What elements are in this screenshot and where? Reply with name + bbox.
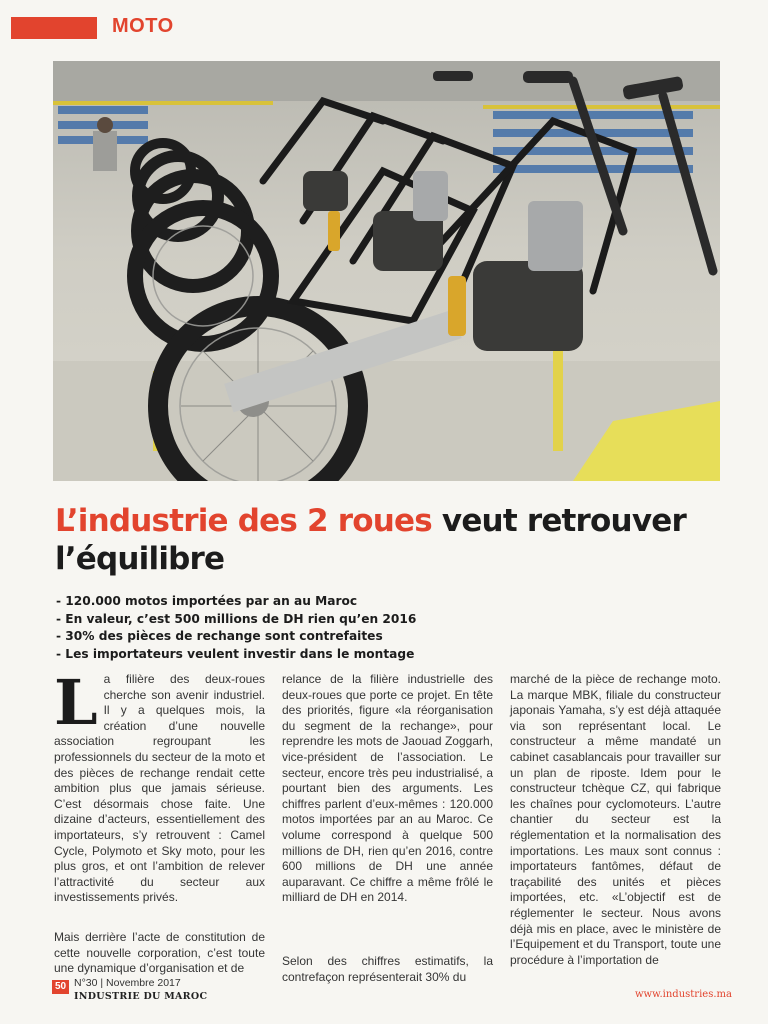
article-paragraph: Selon des chiffres estimatifs, la contrefaçon représenterait 30% du <box>282 953 493 984</box>
key-fact: - Les importateurs veulent investir dans le montage <box>56 646 415 661</box>
article-column-1 <box>54 666 265 977</box>
headline-rest: veut retrouver l’équilibre <box>55 503 686 577</box>
key-facts-list <box>56 593 456 663</box>
article-paragraph: Mais derrière l’acte de constitution de cette nouvelle corporation, c’est toute une dynamique d’organisation et de <box>54 929 265 976</box>
key-fact: - En valeur, c’est 500 millions de DH rien qu’en 2016 <box>56 611 417 626</box>
article-headline <box>55 502 735 578</box>
key-fact: - 30% des pièces de rechange sont contrefaites <box>56 629 383 643</box>
page-number: 50 <box>52 980 69 994</box>
paragraph-text: a filière des deux-roues cherche son avenir industriel. Il y a quelques mois, la création d’une nouvelle association regroupant les professionnels du secteur de la moto et des pièces de rechange rendait cette ambition plus que jamais sérieuse. C’est désormais chose faite. Une dizaine d’acteurs, essentiellement des importateurs, s’y retrouvent : Camel Cycle, Polymoto et Sky moto, pour les plus gros, et ont l’ambition de relever l’attractivité du secteur aux investissements privés. <box>54 672 265 905</box>
section-rubric: MOTO <box>112 15 174 37</box>
article-paragraph <box>54 666 265 906</box>
key-fact: - 120.000 motos importées par an au Maroc <box>56 594 358 608</box>
article-paragraph: marché de la pièce de rechange moto. La marque MBK, filiale du constructeur japonais Yamaha, s’y est déjà attaquée via son représentant local. Le constructeur a même mandaté un cabinet casablancais pour travailler sur un plan de riposte. Idem pour le constructeur tchèque CZ, qui fabrique les chaînes pour cyclomoteurs. L’autre chantier du secteur est la réglementation et la normalisation des importations. Les maux sont connus : importateurs fantômes, défaut de traçabilité des unités et pièces importées, etc. «L’objectif est de réglementer le secteur. Nous avons déjà mis en place, avec le ministère de l’Equipement et du Transport, toute une procédure à l’importation de <box>510 672 721 967</box>
website-url: www.industries.ma <box>635 989 732 1000</box>
drop-cap: L <box>54 666 98 739</box>
article-column-2 <box>282 672 493 985</box>
article-column-3 <box>510 672 721 968</box>
magazine-name: INDUSTRIE DU MAROC <box>74 991 208 1002</box>
rubric-color-bar <box>11 17 97 39</box>
article-photo-motorcycle-assembly-line <box>53 61 720 481</box>
issue-info: N°30 | Novembre 2017 <box>74 977 181 989</box>
headline-highlight: L’industrie des 2 roues <box>55 503 432 539</box>
photo-illustration <box>53 61 720 481</box>
article-paragraph: relance de la filière industrielle des deux-roues que porte ce projet. En tête des priorités, figure «la réorganisation du segment de la rechange», pour reprendre les mots de Jaouad Zoggarh, vice-président de l’association. Le secteur, encore très peu industrialisé, a pourtant bien des arguments. Les chiffres parlent d’eux-mêmes : 120.000 motos importées par an au Maroc. Ce volume correspond à quelque 500 millions de DH, rien qu’en 2016, contre 600 millions de DH une année auparavant. Ce chiffre a même frôlé le milliard de DH en 2014. <box>282 672 493 905</box>
